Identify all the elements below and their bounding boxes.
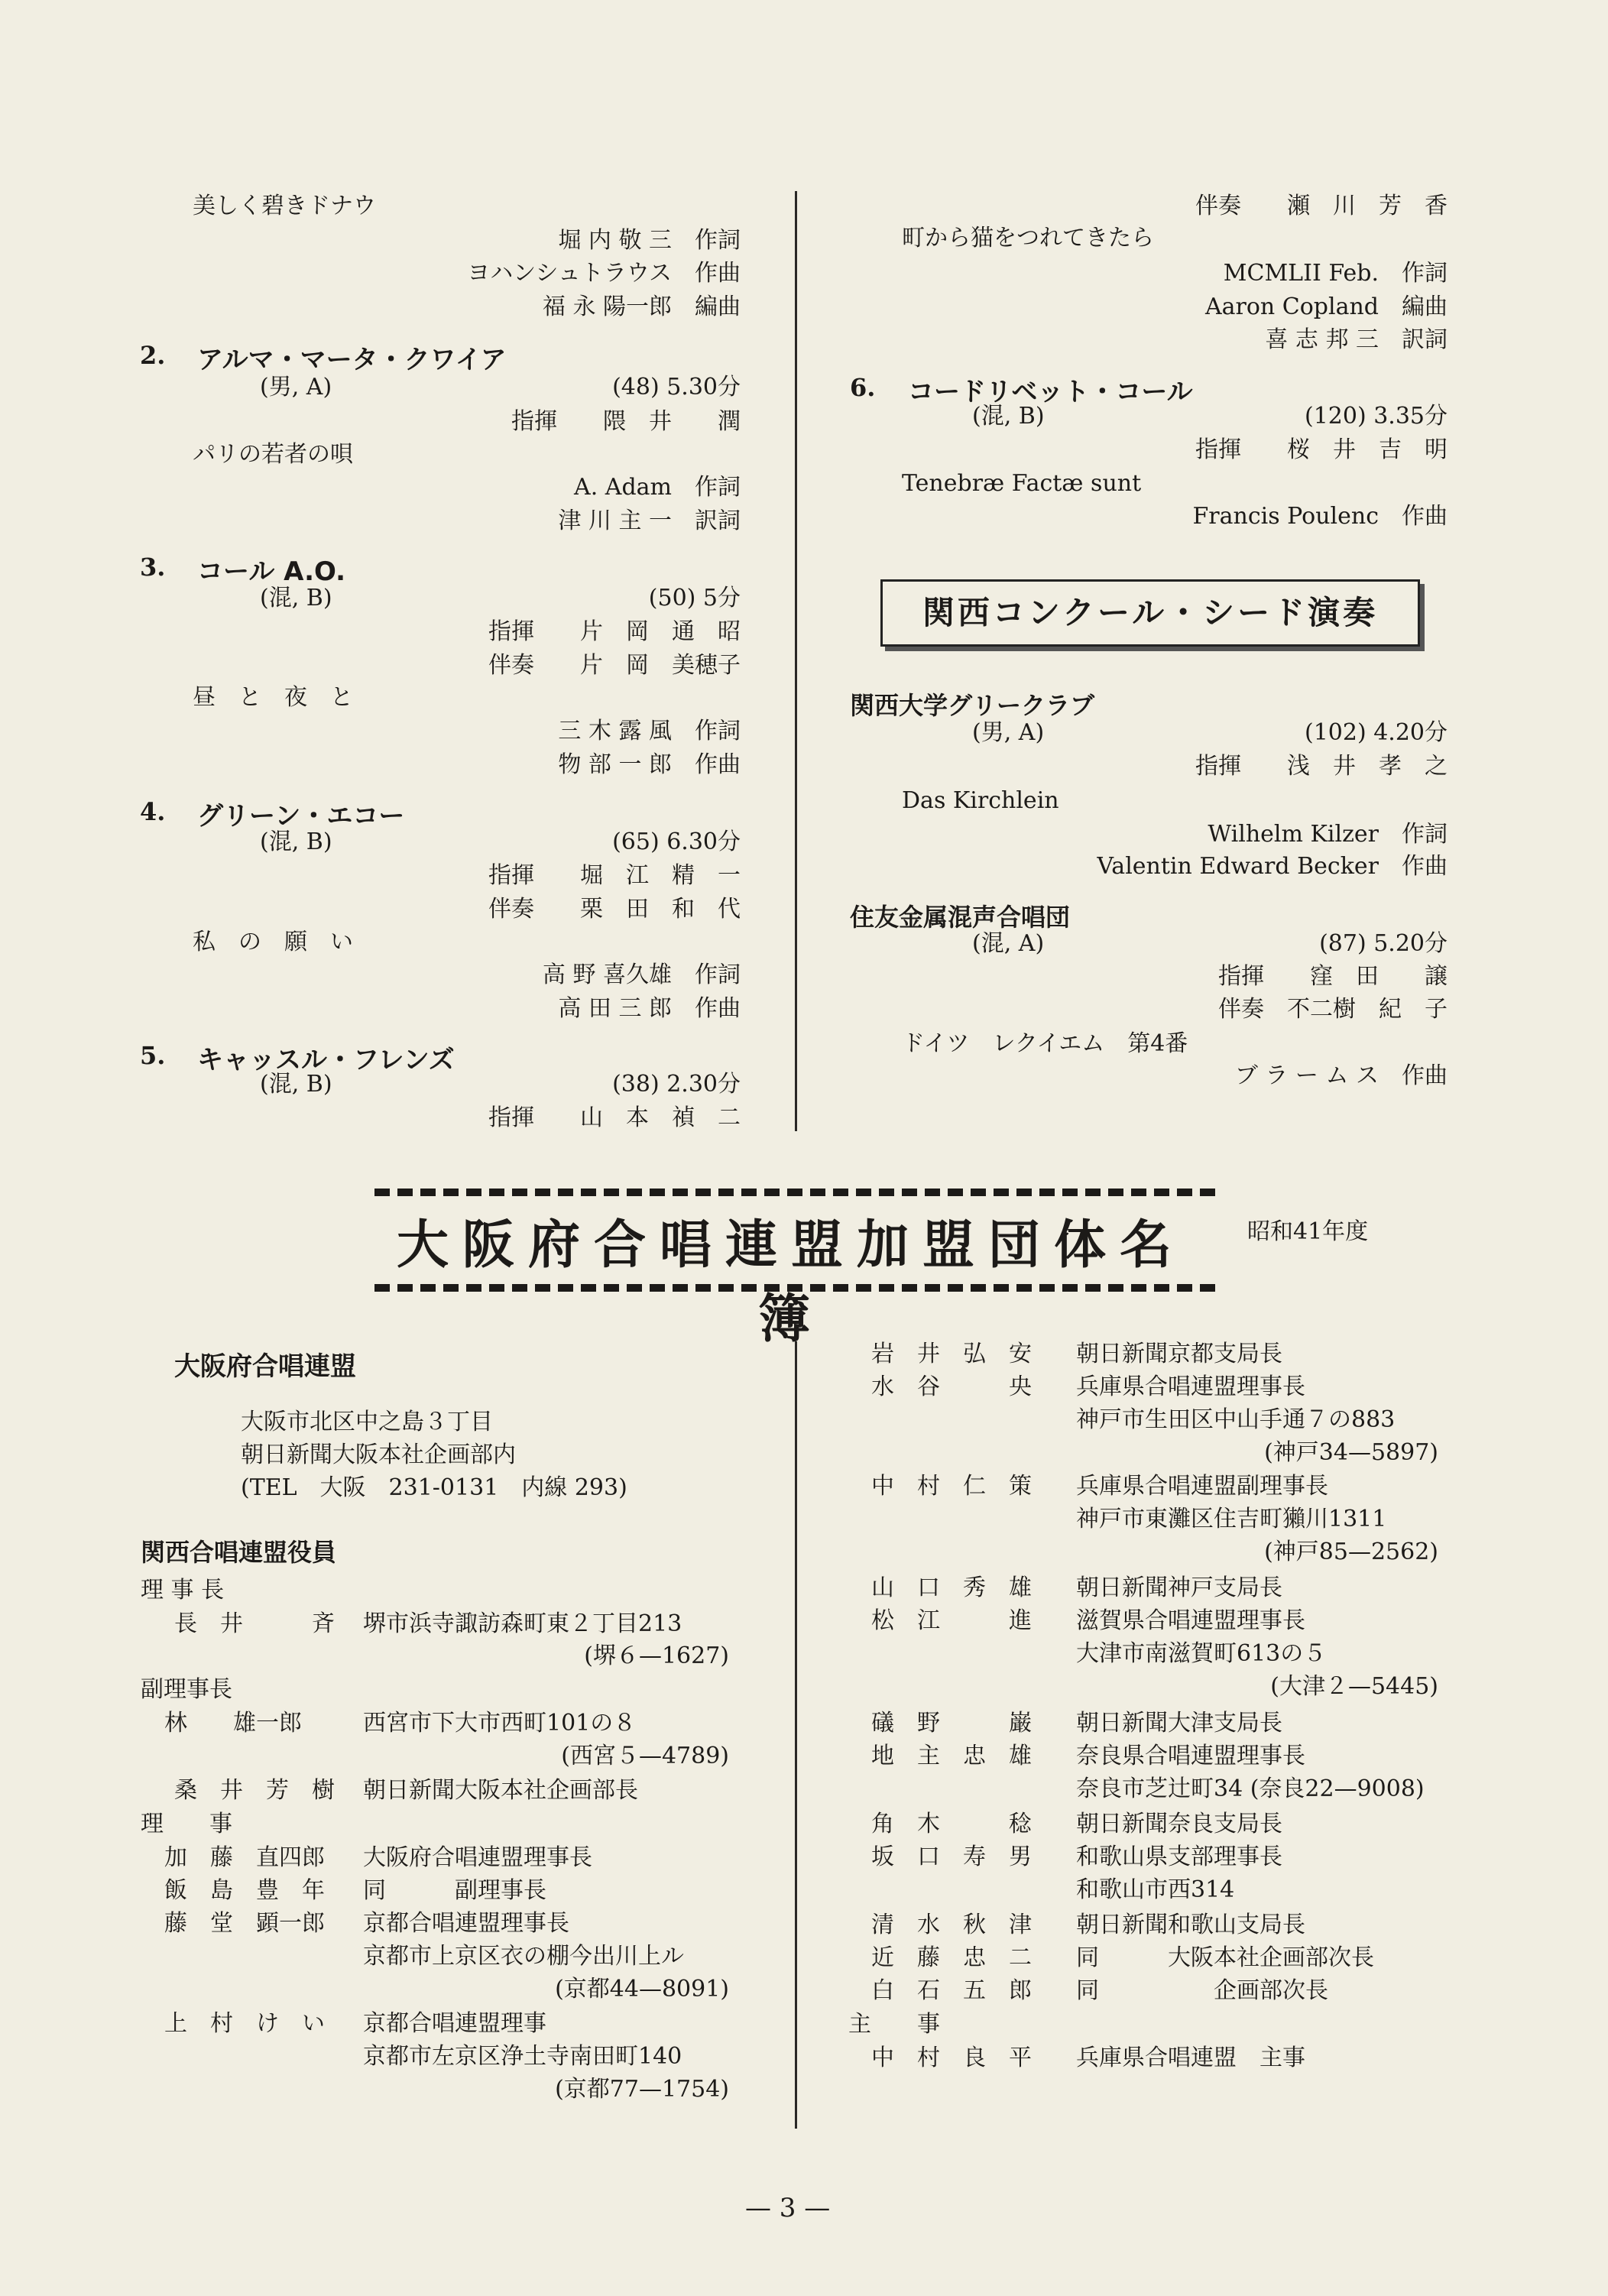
org-phone: (TEL 大阪 231-0131 内線 293)	[241, 1474, 627, 1501]
conductor: 指揮 桜 井 吉 明	[1195, 436, 1448, 463]
group-type: (混, B)	[972, 403, 1045, 430]
group-number: 6.	[850, 373, 876, 402]
officer-address: 奈良市芝辻町34 (奈良22—9008)	[1076, 1776, 1425, 1802]
officer-address: 京都市上京区衣の棚今出川上ル	[363, 1943, 684, 1970]
officer-address: 堺市浜寺諏訪森町東２丁目213	[363, 1610, 682, 1637]
top-column-divider	[795, 191, 797, 1131]
piece-title: 町から猫をつれてきたら	[902, 225, 1154, 251]
conductor: 指揮 隈 井 潤	[511, 408, 741, 435]
composer: ブ ラ ー ム ス 作曲	[1234, 1062, 1448, 1089]
lyricist: A. Adam 作詞	[574, 474, 741, 501]
officer-phone: (神戸34—5897)	[1264, 1439, 1438, 1466]
role-label: 主 事	[848, 2011, 940, 2038]
translator: 喜 志 邦 三 訳詞	[1265, 326, 1448, 353]
conductor: 指揮 山 本 禎 二	[488, 1104, 741, 1131]
group-info: (120) 3.35分	[1304, 403, 1448, 430]
composer: Valentin Edward Becker 作曲	[1097, 853, 1448, 880]
officer-name: 清 水 秋 津	[871, 1912, 1032, 1938]
org-address: 朝日新聞大阪本社企画部内	[241, 1441, 516, 1468]
group-type: (混, B)	[260, 585, 332, 611]
officer-name: 地 主 忠 雄	[871, 1743, 1032, 1769]
lyricist: Wilhelm Kilzer 作詞	[1208, 821, 1448, 848]
piece-title: Tenebræ Factæ sunt	[902, 470, 1142, 497]
officer-name: 藤 堂 顕一郎	[164, 1910, 325, 1937]
title-rule-top	[374, 1189, 1215, 1196]
group-type: (混, B)	[260, 1071, 332, 1098]
piece-title: 私 の 願 い	[193, 929, 353, 955]
officer-note: 和歌山県支部理事長	[1076, 1844, 1282, 1870]
officer-name: 中 村 良 平	[871, 2045, 1032, 2071]
lyricist: 堀 内 敬 三 作詞	[558, 227, 741, 254]
officer-phone: (京都44—8091)	[555, 1976, 729, 2003]
officer-note: 朝日新聞京都支局長	[1076, 1341, 1282, 1367]
conductor: 指揮 浅 井 孝 之	[1195, 753, 1448, 780]
officer-note: 滋賀県合唱連盟理事長	[1076, 1607, 1305, 1634]
group-number: 5.	[140, 1041, 166, 1070]
officer-name: 角 木 稔	[871, 1811, 1032, 1837]
officers-heading: 関西合唱連盟役員	[141, 1538, 337, 1567]
officer-name: 坂 口 寿 男	[871, 1844, 1032, 1870]
group-number: 3.	[140, 553, 166, 582]
officer-address: 神戸市東灘区住吉町獺川1311	[1076, 1506, 1387, 1532]
officer-note: 京都合唱連盟理事長	[363, 1910, 569, 1937]
arranger: 福 永 陽一郎 編曲	[542, 293, 741, 320]
translator: 津 川 主 一 訳詞	[558, 508, 741, 534]
group-name: 関西大学グリークラブ	[850, 691, 1095, 720]
officer-name: 長 井 斉	[174, 1610, 335, 1637]
officer-note: 大阪府合唱連盟理事長	[363, 1844, 592, 1871]
seed-performance-title: 関西コンクール・シード演奏	[880, 579, 1420, 647]
role-label: 副理事長	[141, 1676, 232, 1703]
officer-name: 桑 井 芳 樹	[174, 1777, 335, 1804]
officer-name: 白 石 五 郎	[871, 1977, 1032, 2004]
directory-year: 昭和41年度	[1247, 1218, 1369, 1245]
officer-note: 同 企画部次長	[1076, 1977, 1328, 2004]
org-address: 大阪市北区中之島３丁目	[241, 1409, 493, 1435]
group-info: (38) 2.30分	[612, 1071, 741, 1098]
group-number: 4.	[140, 797, 166, 826]
officer-note: 同 大阪本社企画部次長	[1076, 1944, 1374, 1971]
composer: Francis Poulenc 作曲	[1192, 503, 1448, 530]
officer-name: 岩 井 弘 安	[871, 1341, 1032, 1367]
officer-phone: (堺６—1627)	[584, 1643, 729, 1669]
officer-note: 朝日新聞和歌山支局長	[1076, 1912, 1305, 1938]
group-info: (87) 5.20分	[1319, 930, 1448, 957]
officer-name: 上 村 け い	[164, 2010, 325, 2037]
officer-note: 奈良県合唱連盟理事長	[1076, 1743, 1305, 1769]
officer-address: 京都市左京区浄土寺南田町140	[363, 2043, 682, 2070]
officer-phone: (京都77—1754)	[555, 2076, 729, 2103]
officer-name: 礒 野 巌	[871, 1710, 1032, 1737]
group-name: アルマ・マータ・クワイア	[197, 345, 507, 375]
officer-name: 林 雄一郎	[164, 1710, 302, 1737]
conductor: 指揮 片 岡 通 昭	[488, 618, 741, 645]
directory-title: 大阪府合唱連盟加盟団体名簿	[396, 1215, 1185, 1350]
officer-address: 西宮市下大市西町101の８	[363, 1710, 637, 1737]
lyricist: MCMLII Feb. 作詞	[1223, 260, 1448, 287]
officer-address: 和歌山市西314	[1076, 1876, 1235, 1903]
group-name: 住友金属混声合唱団	[850, 903, 1071, 932]
role-label: 理 事 長	[141, 1577, 225, 1604]
group-type: (男, A)	[260, 374, 332, 401]
piece-title: 昼 と 夜 と	[193, 684, 353, 711]
officer-phone: (西宮５—4789)	[561, 1743, 729, 1769]
composer: 高 田 三 郎 作曲	[558, 995, 741, 1022]
officer-name: 飯 島 豊 年	[164, 1877, 325, 1904]
officer-name: 松 江 進	[871, 1607, 1032, 1634]
pianist: 伴奏 栗 田 和 代	[488, 896, 741, 923]
pianist: 伴奏 不二樹 紀 子	[1218, 996, 1448, 1023]
org-name: 大阪府合唱連盟	[174, 1351, 356, 1382]
officer-note: 兵庫県合唱連盟副理事長	[1076, 1473, 1328, 1500]
lyricist: 三 木 露 風 作詞	[558, 718, 741, 744]
officer-name: 加 藤 直四郎	[164, 1844, 325, 1871]
group-type: (混, A)	[972, 930, 1045, 957]
group-name: コードリベット・コール	[908, 377, 1193, 407]
officer-note: 同 副理事長	[363, 1877, 546, 1904]
composer: 物 部 一 郎 作曲	[558, 751, 741, 778]
officer-name: 中 村 仁 策	[871, 1473, 1032, 1500]
officer-note: 兵庫県合唱連盟 主事	[1076, 2045, 1305, 2071]
officer-name: 水 谷 央	[871, 1373, 1032, 1400]
lyricist: 高 野 喜久雄 作詞	[542, 962, 741, 988]
group-type: (混, B)	[260, 829, 332, 855]
officer-note: 朝日新聞大津支局長	[1076, 1710, 1282, 1737]
piece-title: 美しく碧きドナウ	[193, 193, 376, 219]
group-name: コール A.O.	[197, 556, 346, 587]
conductor: 指揮 堀 江 精 一	[488, 862, 741, 889]
arranger: Aaron Copland 編曲	[1204, 293, 1448, 320]
officer-note: 朝日新聞神戸支局長	[1076, 1574, 1282, 1601]
page-number: — 3 —	[745, 2193, 831, 2223]
officer-note: 朝日新聞大阪本社企画部長	[363, 1777, 638, 1804]
group-info: (48) 5.30分	[612, 374, 741, 401]
officer-address: 大津市南滋賀町613の５	[1076, 1640, 1327, 1667]
piece-title: Das Kirchlein	[902, 787, 1059, 814]
conductor: 指揮 窪 田 譲	[1218, 963, 1448, 990]
officer-name: 山 口 秀 雄	[871, 1574, 1032, 1601]
officer-note: 京都合唱連盟理事	[363, 2010, 546, 2037]
officer-note: 朝日新聞奈良支局長	[1076, 1811, 1282, 1837]
group-name: グリーン・エコー	[197, 801, 405, 832]
group-info: (65) 6.30分	[612, 829, 741, 855]
group-number: 2.	[140, 341, 166, 370]
officer-phone: (神戸85—2562)	[1264, 1539, 1438, 1565]
title-rule-bottom	[374, 1284, 1215, 1292]
pianist: 伴奏 片 岡 美穂子	[488, 652, 741, 679]
composer: ヨハンシュトラウス 作曲	[467, 260, 741, 287]
group-info: (102) 4.20分	[1304, 719, 1448, 746]
piece-title: パリの若者の唄	[193, 441, 353, 468]
group-name: キャッスル・フレンズ	[197, 1045, 455, 1075]
bottom-column-divider	[795, 1341, 797, 2129]
officer-name: 近 藤 忠 二	[871, 1944, 1032, 1971]
officer-address: 神戸市生田区中山手通７の883	[1076, 1406, 1396, 1433]
piece-title: ドイツ レクイエム 第4番	[902, 1030, 1188, 1057]
pianist: 伴奏 瀬 川 芳 香	[1195, 193, 1448, 219]
group-info: (50) 5分	[648, 585, 741, 611]
officer-phone: (大津２—5445)	[1270, 1673, 1438, 1700]
role-label: 理 事	[141, 1811, 232, 1837]
officer-note: 兵庫県合唱連盟理事長	[1076, 1373, 1305, 1400]
group-type: (男, A)	[972, 719, 1045, 746]
